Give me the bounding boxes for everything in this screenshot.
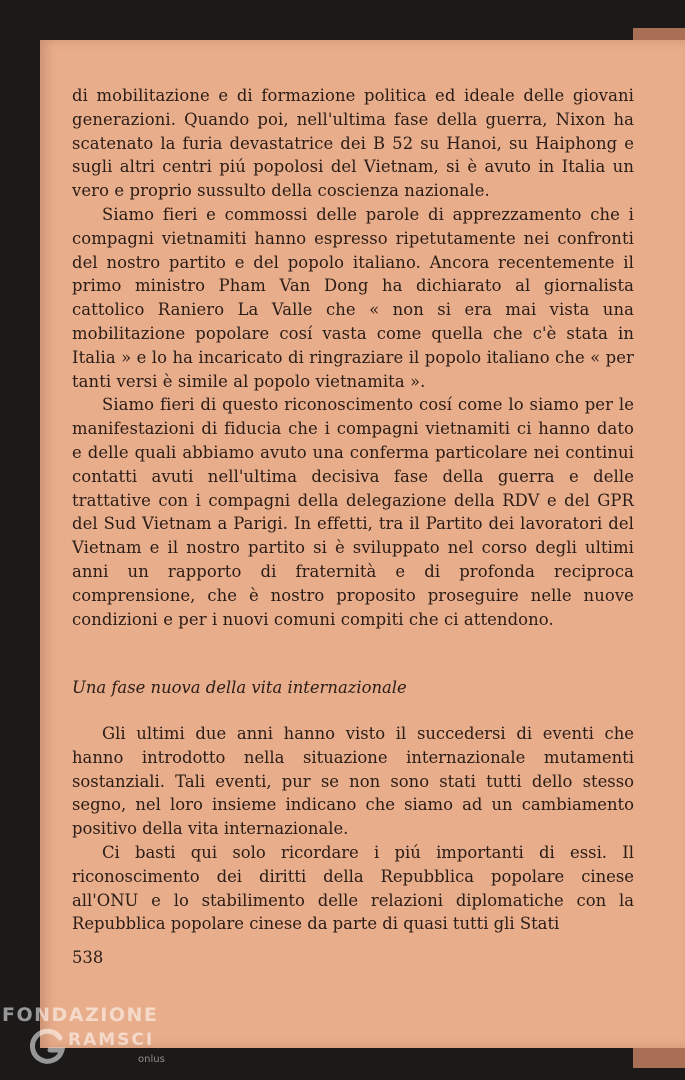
fondazione-gramsci-watermark: [2, 1004, 242, 1076]
section-heading: Una fase nuova della vita internazionale: [72, 678, 407, 697]
g-logo-icon: [28, 1026, 68, 1066]
section-paragraph-1: Gli ultimi due anni hanno visto il succedersi di eventi che hanno introdotto nella situazione internazionale mutamenti sostanziali. Tali eventi, pur se non sono stati tutti dello stesso segno, nel loro insieme indicano che siamo ad un cambiamento positivo della vita internazionale.: [72, 724, 634, 839]
paragraph-2: Siamo fieri e commossi delle parole di apprezzamento che i compagni vietnamiti hanno espresso ripetutamente nei confronti del nostro partito e del popolo italiano. Ancora recentemente il primo ministro Pham Van Dong ha dichiarato al giornalista cattolico Raniero La Valle che « non si era mai vista una mobilitazione popolare cosí vasta come quella che c'è stata in Italia » e lo ha incaricato di ringraziare il popolo italiano che « per tanti versi è simile al popolo vietnamita ».: [72, 204, 634, 391]
watermark-line-2: RAMSCI: [68, 1030, 155, 1050]
paragraph-3: Siamo fieri di questo riconoscimento cosí come lo siamo per le manifestazioni di fiducia che i compagni vietnamiti ci hanno dato e delle quali abbiamo avuto una conferma particolare nei continui contatti avuti nell'ultima decisiva fase della guerra e delle trattative con i compagni della delegazione della RDV e del GPR del Sud Vietnam a Parigi. In effetti, tra il Partito dei lavoratori del Vietnam e il nostro partito si è sviluppato nel corso degli ultimi anni un rapporto di fraternità e di profonda reciproca comprensione, che è nostro proposito proseguire nelle nuove condizioni e per i nuovi comuni compiti che ci attendono.: [72, 395, 634, 629]
section-body: [72, 722, 634, 936]
page-number: 538: [72, 948, 104, 967]
section-paragraph-2: Ci basti qui solo ricordare i piú importanti di essi. Il riconoscimento dei diritti della Repubblica popolare cinese all'ONU e lo stabilimento delle relazioni diplomatiche con la Repubblica popolare cinese da parte di quasi tutti gli Stati: [72, 842, 634, 934]
watermark-line-1: FONDAZIONE: [2, 1004, 159, 1026]
paragraph-1: di mobilitazione e di formazione politica ed ideale delle giovani generazioni. Quando poi, nell'ultima fase della guerra, Nixon ha scatenato la furia devastatrice dei B 52 su Hanoi, su Haiphong e sugli altri centri piú popolosi del Vietnam, si è avuto in Italia un vero e proprio sussulto della coscienza nazionale.: [72, 86, 634, 201]
body-text: [72, 84, 634, 631]
watermark-line-3: onlus: [138, 1054, 165, 1065]
